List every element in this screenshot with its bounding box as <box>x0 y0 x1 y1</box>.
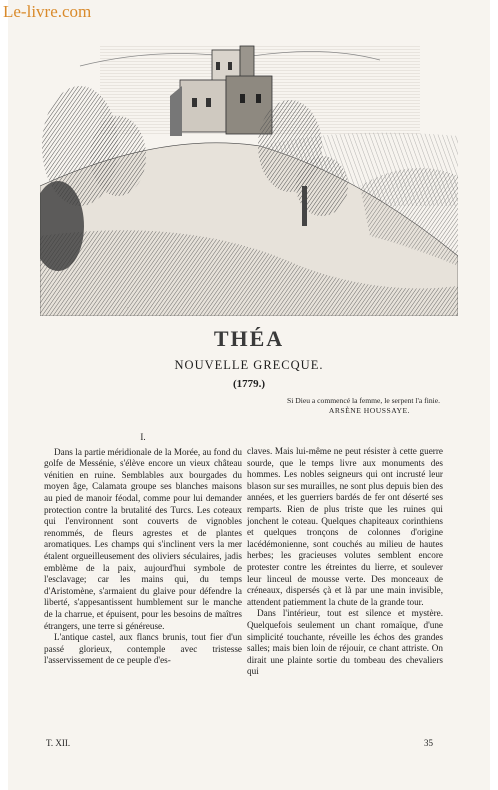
right-paragraph-2: Dans l'intérieur, tout est silence et mystère. Quelquefois seulement un chant romaïque, d'une simplicité touchante, réveille les échos des grandes salles; mais bien loin de réjouir, ce chant attriste. On dirait une plainte sortie du tombeau des chevaliers qui <box>247 608 443 677</box>
page-number: 35 <box>424 738 433 748</box>
right-paragraph-1: claves. Mais lui-même ne peut résister à cette guerre sourde, que le temps livre aux monuments des hommes. Les nobles seigneurs qui ont incrusté leur blason sur ses murailles, ne sont plus depuis bien des années, et les guerriers bardés de fer ont déserté ses remparts. Rien de plus triste que les ruines qui jonchent le coteau. Quelques chapiteaux corinthiens et quelques tronçons de colonnes d'origine lacédémonienne, sont couchés au milieu de hautes herbes; les gracieuses volutes semblent encore protester contre les étreintes du lierre, et soulever leur linceul de mousse verte. Des monceaux de créneaux, dispersés çà et là par une main invisible, attendent patiemment la chute de la grande tour. <box>247 446 443 607</box>
epigraph-quote: Si Dieu a commencé la femme, le serpent l'a finie. <box>287 396 440 405</box>
right-column <box>247 446 443 678</box>
left-column <box>44 432 242 667</box>
story-year: (1779.) <box>232 378 266 390</box>
left-paragraph-2: L'antique castel, aux flancs brunis, tout fier d'un passé glorieux, contemple avec tristesse l'asservissement de ce peuple d'es- <box>44 632 242 666</box>
epigraph <box>287 396 440 416</box>
story-subtitle: NOUVELLE GRECQUE. <box>174 358 324 372</box>
watermark: Le-livre.com <box>3 2 92 21</box>
section-number: I. <box>140 432 146 442</box>
epigraph-source: ARSÈNE HOUSSAYE. <box>328 406 410 415</box>
left-paragraph-1: Dans la partie méridionale de la Morée, au fond du golfe de Messénie, s'élève encore un vieux château vénitien en ruine. Semblables aux bourgades du moyen âge, Calamata groupe ses blanches maisons au pied de manoir féodal, comme pour lui demander protection contre la brutalité des Turcs. Les coteaux qui l'environnent sont couverts de vignobles renommés, de fleurs agrestes et de plantes aromatiques. Les champs qui s'inclinent vers la mer étalent orgueilleusement des oliviers séculaires, jadis emblème de la paix, aujourd'hui symbole de l'esclavage; car les mains qui, du temps d'Aristomène, s'armaient du glaive pour défendre la liberté, s'appesantissent humblement sur le manche de la charrue, et épuisent, pour les besoins de maîtres étrangers, une terre si généreuse. <box>44 446 242 631</box>
castle-engraving <box>40 36 458 316</box>
story-title: THÉA <box>213 326 285 351</box>
volume-number: T. XII. <box>46 738 71 748</box>
